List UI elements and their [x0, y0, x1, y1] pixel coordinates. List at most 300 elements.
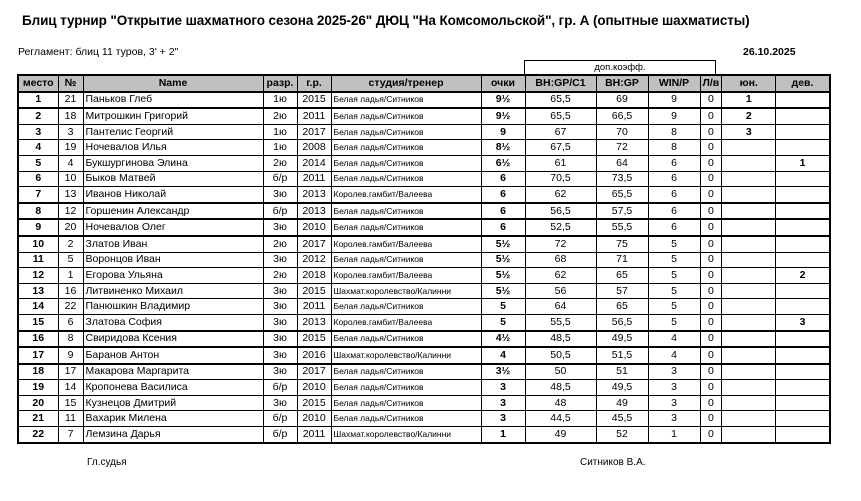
lv-cell: 0: [700, 427, 722, 443]
number-cell: 18: [58, 108, 83, 124]
points-cell: 1: [481, 427, 525, 443]
lv-cell: 0: [700, 219, 722, 236]
win-p-cell: 5: [648, 314, 700, 330]
number-cell: 12: [58, 203, 83, 220]
table-row: [18, 331, 830, 348]
birth-year-cell: 2011: [297, 299, 331, 315]
junior-place-cell: [722, 219, 776, 236]
club-cell: Королев.гамбит/Валеева: [331, 187, 481, 203]
points-cell: 5: [481, 314, 525, 330]
points-cell: 6½: [481, 155, 525, 171]
club-cell: Белая ладья/Ситников: [331, 380, 481, 396]
header-col-place: место: [18, 75, 58, 92]
girls-place-cell: [776, 283, 830, 299]
points-cell: 3: [481, 380, 525, 396]
table-row: [18, 395, 830, 411]
club-cell: Белая ладья/Ситников: [331, 108, 481, 124]
lv-cell: 0: [700, 108, 722, 124]
junior-place-cell: [722, 395, 776, 411]
table-row: [18, 108, 830, 124]
junior-place-cell: [722, 299, 776, 315]
table-row: [18, 427, 830, 443]
lv-cell: 0: [700, 252, 722, 268]
place-cell: 11: [18, 252, 58, 268]
place-cell: 2: [18, 108, 58, 124]
win-p-cell: 4: [648, 331, 700, 348]
junior-place-cell: [722, 427, 776, 443]
girls-place-cell: [776, 411, 830, 427]
name-cell: Воронцов Иван: [83, 252, 263, 268]
place-cell: 18: [18, 364, 58, 380]
girls-place-cell: [776, 364, 830, 380]
win-p-cell: 6: [648, 155, 700, 171]
lv-cell: 0: [700, 411, 722, 427]
table-row: [18, 124, 830, 140]
table-row: [18, 140, 830, 156]
table-row: [18, 347, 830, 364]
club-cell: Белая ладья/Ситников: [331, 331, 481, 348]
junior-place-cell: [722, 252, 776, 268]
bh-gp-c1-cell: 50: [525, 364, 596, 380]
place-cell: 8: [18, 203, 58, 220]
bh-gp-c1-cell: 48,5: [525, 331, 596, 348]
junior-place-cell: [722, 203, 776, 220]
name-cell: Панюшкин Владимир: [83, 299, 263, 315]
header-col-number: №: [58, 75, 83, 92]
bh-gp-c1-cell: 52,5: [525, 219, 596, 236]
bh-gp-cell: 52: [596, 427, 648, 443]
lv-cell: 0: [700, 236, 722, 252]
rank-cell: 2ю: [263, 268, 297, 284]
points-cell: 9½: [481, 92, 525, 109]
girls-place-cell: [776, 380, 830, 396]
win-p-cell: 5: [648, 268, 700, 284]
lv-cell: 0: [700, 347, 722, 364]
name-cell: Горшенин Александр: [83, 203, 263, 220]
page-title: Блиц турнир "Открытие шахматного сезона 2025-26" ДЮЦ "На Комсомольской", гр. А (опытные шахматисты): [22, 13, 750, 28]
number-cell: 5: [58, 252, 83, 268]
tiebreak-group-header: доп.коэфф.: [524, 60, 716, 74]
rank-cell: 3ю: [263, 314, 297, 330]
header-col-girls: дев.: [776, 75, 830, 92]
junior-place-cell: [722, 283, 776, 299]
club-cell: Белая ладья/Ситников: [331, 252, 481, 268]
rank-cell: 2ю: [263, 155, 297, 171]
girls-place-cell: [776, 171, 830, 187]
win-p-cell: 5: [648, 252, 700, 268]
table-row: [18, 203, 830, 220]
bh-gp-c1-cell: 48,5: [525, 380, 596, 396]
girls-place-cell: [776, 331, 830, 348]
birth-year-cell: 2013: [297, 314, 331, 330]
points-cell: 6: [481, 219, 525, 236]
bh-gp-cell: 56,5: [596, 314, 648, 330]
lv-cell: 0: [700, 140, 722, 156]
header-col-name: Name: [83, 75, 263, 92]
lv-cell: 0: [700, 331, 722, 348]
name-cell: Макарова Маргарита: [83, 364, 263, 380]
lv-cell: 0: [700, 283, 722, 299]
rank-cell: 3ю: [263, 347, 297, 364]
place-cell: 17: [18, 347, 58, 364]
bh-gp-c1-cell: 72: [525, 236, 596, 252]
girls-place-cell: 1: [776, 155, 830, 171]
number-cell: 2: [58, 236, 83, 252]
lv-cell: 0: [700, 364, 722, 380]
bh-gp-cell: 69: [596, 92, 648, 109]
rank-cell: б/р: [263, 171, 297, 187]
bh-gp-c1-cell: 56,5: [525, 203, 596, 220]
birth-year-cell: 2011: [297, 171, 331, 187]
table-row: [18, 252, 830, 268]
points-cell: 4: [481, 347, 525, 364]
club-cell: Белая ладья/Ситников: [331, 92, 481, 109]
bh-gp-c1-cell: 62: [525, 187, 596, 203]
junior-place-cell: [722, 140, 776, 156]
girls-place-cell: [776, 347, 830, 364]
header-col-rank: разр.: [263, 75, 297, 92]
lv-cell: 0: [700, 299, 722, 315]
junior-place-cell: [722, 364, 776, 380]
number-cell: 17: [58, 364, 83, 380]
lv-cell: 0: [700, 380, 722, 396]
girls-place-cell: [776, 187, 830, 203]
header-col-lv: Л/в: [700, 75, 722, 92]
girls-place-cell: 2: [776, 268, 830, 284]
rank-cell: 3ю: [263, 187, 297, 203]
bh-gp-c1-cell: 44,5: [525, 411, 596, 427]
rank-cell: 3ю: [263, 395, 297, 411]
table-row: [18, 236, 830, 252]
table-row: [18, 155, 830, 171]
lv-cell: 0: [700, 171, 722, 187]
name-cell: Кропонева Василиса: [83, 380, 263, 396]
club-cell: Белая ладья/Ситников: [331, 203, 481, 220]
birth-year-cell: 2008: [297, 140, 331, 156]
number-cell: 19: [58, 140, 83, 156]
number-cell: 7: [58, 427, 83, 443]
lv-cell: 0: [700, 268, 722, 284]
junior-place-cell: [722, 155, 776, 171]
birth-year-cell: 2015: [297, 92, 331, 109]
bh-gp-c1-cell: 70,5: [525, 171, 596, 187]
points-cell: 9½: [481, 108, 525, 124]
bh-gp-c1-cell: 65,5: [525, 108, 596, 124]
rank-cell: 1ю: [263, 140, 297, 156]
bh-gp-cell: 73,5: [596, 171, 648, 187]
place-cell: 4: [18, 140, 58, 156]
bh-gp-cell: 72: [596, 140, 648, 156]
junior-place-cell: 2: [722, 108, 776, 124]
rank-cell: б/р: [263, 380, 297, 396]
lv-cell: 0: [700, 203, 722, 220]
club-cell: Белая ладья/Ситников: [331, 411, 481, 427]
birth-year-cell: 2017: [297, 124, 331, 140]
win-p-cell: 4: [648, 347, 700, 364]
points-cell: 8½: [481, 140, 525, 156]
club-cell: Королев.гамбит/Валеева: [331, 314, 481, 330]
junior-place-cell: [722, 187, 776, 203]
birth-year-cell: 2015: [297, 331, 331, 348]
girls-place-cell: [776, 427, 830, 443]
win-p-cell: 1: [648, 427, 700, 443]
bh-gp-c1-cell: 67: [525, 124, 596, 140]
place-cell: 13: [18, 283, 58, 299]
girls-place-cell: [776, 219, 830, 236]
number-cell: 4: [58, 155, 83, 171]
number-cell: 6: [58, 314, 83, 330]
points-cell: 9: [481, 124, 525, 140]
header-col-win-p: WIN/P: [648, 75, 700, 92]
rank-cell: 3ю: [263, 299, 297, 315]
win-p-cell: 5: [648, 299, 700, 315]
points-cell: 4½: [481, 331, 525, 348]
bh-gp-c1-cell: 68: [525, 252, 596, 268]
bh-gp-c1-cell: 55,5: [525, 314, 596, 330]
header-col-bh-gp-c1: BH:GP/C1: [525, 75, 596, 92]
bh-gp-cell: 49: [596, 395, 648, 411]
name-cell: Иванов Николай: [83, 187, 263, 203]
number-cell: 8: [58, 331, 83, 348]
rank-cell: б/р: [263, 427, 297, 443]
junior-place-cell: [722, 411, 776, 427]
win-p-cell: 6: [648, 219, 700, 236]
club-cell: Белая ладья/Ситников: [331, 219, 481, 236]
number-cell: 14: [58, 380, 83, 396]
girls-place-cell: [776, 252, 830, 268]
bh-gp-c1-cell: 61: [525, 155, 596, 171]
table-row: [18, 219, 830, 236]
rank-cell: б/р: [263, 411, 297, 427]
place-cell: 10: [18, 236, 58, 252]
birth-year-cell: 2014: [297, 155, 331, 171]
rank-cell: 2ю: [263, 108, 297, 124]
club-cell: Белая ладья/Ситников: [331, 395, 481, 411]
table-row: [18, 411, 830, 427]
bh-gp-cell: 65: [596, 268, 648, 284]
girls-place-cell: [776, 140, 830, 156]
table-row: [18, 187, 830, 203]
birth-year-cell: 2016: [297, 347, 331, 364]
junior-place-cell: 1: [722, 92, 776, 109]
place-cell: 6: [18, 171, 58, 187]
lv-cell: 0: [700, 155, 722, 171]
bh-gp-cell: 66,5: [596, 108, 648, 124]
place-cell: 7: [18, 187, 58, 203]
birth-year-cell: 2012: [297, 252, 331, 268]
birth-year-cell: 2015: [297, 395, 331, 411]
bh-gp-c1-cell: 65,5: [525, 92, 596, 109]
rank-cell: 3ю: [263, 364, 297, 380]
win-p-cell: 3: [648, 395, 700, 411]
bh-gp-cell: 64: [596, 155, 648, 171]
place-cell: 9: [18, 219, 58, 236]
birth-year-cell: 2010: [297, 411, 331, 427]
number-cell: 13: [58, 187, 83, 203]
birth-year-cell: 2011: [297, 108, 331, 124]
bh-gp-cell: 57,5: [596, 203, 648, 220]
place-cell: 5: [18, 155, 58, 171]
name-cell: Пантелис Георгий: [83, 124, 263, 140]
girls-place-cell: 3: [776, 314, 830, 330]
birth-year-cell: 2015: [297, 283, 331, 299]
table-row: [18, 92, 830, 109]
number-cell: 22: [58, 299, 83, 315]
club-cell: Шахмат.королевство/Калинни: [331, 427, 481, 443]
junior-place-cell: [722, 236, 776, 252]
place-cell: 1: [18, 92, 58, 109]
club-cell: Белая ладья/Ситников: [331, 140, 481, 156]
rank-cell: 3ю: [263, 331, 297, 348]
table-row: [18, 299, 830, 315]
girls-place-cell: [776, 203, 830, 220]
points-cell: 3½: [481, 364, 525, 380]
rank-cell: 3ю: [263, 283, 297, 299]
number-cell: 9: [58, 347, 83, 364]
rank-cell: 3ю: [263, 252, 297, 268]
bh-gp-cell: 65,5: [596, 187, 648, 203]
place-cell: 12: [18, 268, 58, 284]
table-row: [18, 380, 830, 396]
club-cell: Шахмат.королевство/Калинни: [331, 283, 481, 299]
bh-gp-cell: 57: [596, 283, 648, 299]
points-cell: 6: [481, 187, 525, 203]
table-header-row: [18, 75, 830, 92]
club-cell: Белая ладья/Ситников: [331, 364, 481, 380]
header-col-club-coach: студия/тренер: [331, 75, 481, 92]
name-cell: Ночевалов Олег: [83, 219, 263, 236]
junior-place-cell: [722, 347, 776, 364]
girls-place-cell: [776, 124, 830, 140]
junior-place-cell: [722, 331, 776, 348]
junior-place-cell: 3: [722, 124, 776, 140]
birth-year-cell: 2011: [297, 427, 331, 443]
place-cell: 22: [18, 427, 58, 443]
name-cell: Литвиненко Михаил: [83, 283, 263, 299]
win-p-cell: 3: [648, 380, 700, 396]
bh-gp-cell: 75: [596, 236, 648, 252]
bh-gp-cell: 71: [596, 252, 648, 268]
number-cell: 10: [58, 171, 83, 187]
name-cell: Златова София: [83, 314, 263, 330]
junior-place-cell: [722, 171, 776, 187]
number-cell: 15: [58, 395, 83, 411]
club-cell: Белая ладья/Ситников: [331, 299, 481, 315]
table-row: [18, 283, 830, 299]
win-p-cell: 5: [648, 283, 700, 299]
birth-year-cell: 2013: [297, 187, 331, 203]
place-cell: 16: [18, 331, 58, 348]
bh-gp-cell: 49,5: [596, 331, 648, 348]
birth-year-cell: 2013: [297, 203, 331, 220]
number-cell: 21: [58, 92, 83, 109]
name-cell: Кузнецов Дмитрий: [83, 395, 263, 411]
lv-cell: 0: [700, 395, 722, 411]
birth-year-cell: 2010: [297, 219, 331, 236]
place-cell: 14: [18, 299, 58, 315]
table-row: [18, 314, 830, 330]
points-cell: 3: [481, 411, 525, 427]
junior-place-cell: [722, 314, 776, 330]
girls-place-cell: [776, 395, 830, 411]
bh-gp-cell: 51,5: [596, 347, 648, 364]
name-cell: Свиридова Ксения: [83, 331, 263, 348]
win-p-cell: 6: [648, 187, 700, 203]
club-cell: Белая ладья/Ситников: [331, 155, 481, 171]
win-p-cell: 8: [648, 124, 700, 140]
points-cell: 3: [481, 395, 525, 411]
lv-cell: 0: [700, 124, 722, 140]
number-cell: 11: [58, 411, 83, 427]
bh-gp-c1-cell: 62: [525, 268, 596, 284]
number-cell: 1: [58, 268, 83, 284]
club-cell: Шахмат.королевство/Калинни: [331, 347, 481, 364]
club-cell: Белая ладья/Ситников: [331, 171, 481, 187]
win-p-cell: 6: [648, 203, 700, 220]
birth-year-cell: 2010: [297, 380, 331, 396]
bh-gp-cell: 55,5: [596, 219, 648, 236]
points-cell: 5½: [481, 236, 525, 252]
win-p-cell: 6: [648, 171, 700, 187]
win-p-cell: 9: [648, 108, 700, 124]
birth-year-cell: 2018: [297, 268, 331, 284]
header-col-birth-year: г.р.: [297, 75, 331, 92]
win-p-cell: 8: [648, 140, 700, 156]
girls-place-cell: [776, 299, 830, 315]
header-col-bh-gp: BH:GP: [596, 75, 648, 92]
rank-cell: 3ю: [263, 219, 297, 236]
points-cell: 6: [481, 171, 525, 187]
win-p-cell: 9: [648, 92, 700, 109]
bh-gp-cell: 51: [596, 364, 648, 380]
points-cell: 5½: [481, 283, 525, 299]
junior-place-cell: [722, 380, 776, 396]
lv-cell: 0: [700, 92, 722, 109]
place-cell: 20: [18, 395, 58, 411]
name-cell: Паньков Глеб: [83, 92, 263, 109]
bh-gp-cell: 45,5: [596, 411, 648, 427]
club-cell: Белая ладья/Ситников: [331, 124, 481, 140]
chief-judge-name: Ситников В.А.: [580, 457, 646, 468]
bh-gp-cell: 49,5: [596, 380, 648, 396]
standings-table: [17, 74, 831, 444]
junior-place-cell: [722, 268, 776, 284]
table-body: [18, 92, 830, 443]
win-p-cell: 3: [648, 364, 700, 380]
bh-gp-cell: 70: [596, 124, 648, 140]
reglament-text: Регламент: блиц 11 туров, 3' + 2": [18, 46, 179, 58]
number-cell: 20: [58, 219, 83, 236]
table-row: [18, 364, 830, 380]
win-p-cell: 5: [648, 236, 700, 252]
bh-gp-c1-cell: 50,5: [525, 347, 596, 364]
bh-gp-cell: 65: [596, 299, 648, 315]
header-col-junior: юн.: [722, 75, 776, 92]
table-row: [18, 268, 830, 284]
rank-cell: 1ю: [263, 124, 297, 140]
header-col-points: очки: [481, 75, 525, 92]
number-cell: 16: [58, 283, 83, 299]
lv-cell: 0: [700, 187, 722, 203]
birth-year-cell: 2017: [297, 236, 331, 252]
name-cell: Златов Иван: [83, 236, 263, 252]
name-cell: Вахарик Милена: [83, 411, 263, 427]
place-cell: 19: [18, 380, 58, 396]
points-cell: 5½: [481, 252, 525, 268]
name-cell: Быков Матвей: [83, 171, 263, 187]
chief-judge-label: Гл.судья: [87, 457, 127, 468]
bh-gp-c1-cell: 56: [525, 283, 596, 299]
